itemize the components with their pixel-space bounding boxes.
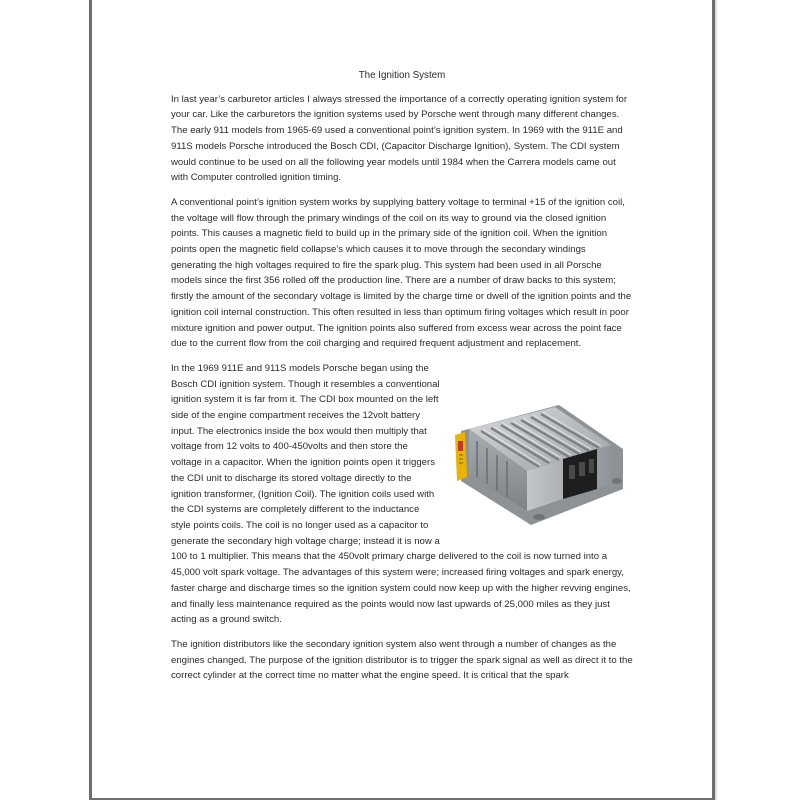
document-body — [171, 68, 633, 693]
paragraph-3: In the 1969 911E and 911S models Porsche began using the Bosch CDI ignition system. Though it resembles a conventional ignition system it is far from it. The CDI box mounted on the left side of the engine compartment receives the 12volt battery input. The electronics inside the box would then multiply that voltage from 12 volts to 400-450volts and then store the voltage in a capacitor. When the ignition points open it triggers the CDI unit to discharge its stored voltage directly to the ignition transformer, (Ignition Coil). The ignition coils used with the CDI systems are completely different to the inductance style points coils. The coil is no longer used as a capacitor to generate the secondary high voltage charge; instead it is now a 100 to 1 multiplier. This means that the 450volt primary charge delivered to the coil is now turned into a 45,000 volt spark voltage. The advantages of this system were; increased firing voltages and spark energy, faster charge and discharge times so the ignition system could now keep up with the higher revving engines, and finally less maintenance required as the points would now last upwards of 25,000 miles as they just acting as a ground switch. — [171, 362, 631, 626]
cdi-unit-photo — [447, 385, 633, 531]
paragraph-4: The ignition distributors like the secondary ignition system also went through a number of changes as the engines changed. The purpose of the ignition distributor is to trigger the spark signal as well as direct it to the correct cylinder at the correct time no matter what the engine speed. It is critical that the spark — [171, 638, 633, 682]
cdi-unit-illustration — [447, 385, 633, 531]
paragraph-2: A conventional point’s ignition system works by supplying battery voltage to terminal +15 of the ignition coil, the voltage will flow through the primary windings of the coil on its way to ground via the closed ignition points. This causes a magnetic field to build up in the primary side of the ignition coil. When the ignition points open the magnetic field collapse’s which causes it to move through the secondary windings generating the high voltages required to fire the spark plug. This system had been used in all Porsche models since the first 356 rolled off the production line. There are a number of draw backs to this system; firstly the amount of the secondary voltage is limited by the charge time or dwell of the ignition points and the ignition coil internal construction. This often resulted in less than optimum firing voltages which result in poor mixture ignition and power output. The ignition points also suffered from excess wear across the point face due to the current flow from the coil charging and required frequent adjustment and replacement. — [171, 196, 632, 350]
paragraph-1: In last year’s carburetor articles I always stressed the importance of a correctly operating ignition system for your car. Like the carburetors the ignition systems used by Porsche went through many different changes. The early 911 models from 1965-69 used a conventional point’s ignition system. In 1969 with the 911E and 911S models Porsche introduced the Bosch CDI, (Capacitor Discharge Ignition), System. The CDI system would continue to be used on all the following year models until 1984 when the Carrera models came out with Computer controlled ignition timing. — [171, 93, 628, 184]
document-page — [89, 0, 715, 800]
warning-label — [455, 432, 467, 481]
document-title: The Ignition System — [358, 70, 446, 81]
